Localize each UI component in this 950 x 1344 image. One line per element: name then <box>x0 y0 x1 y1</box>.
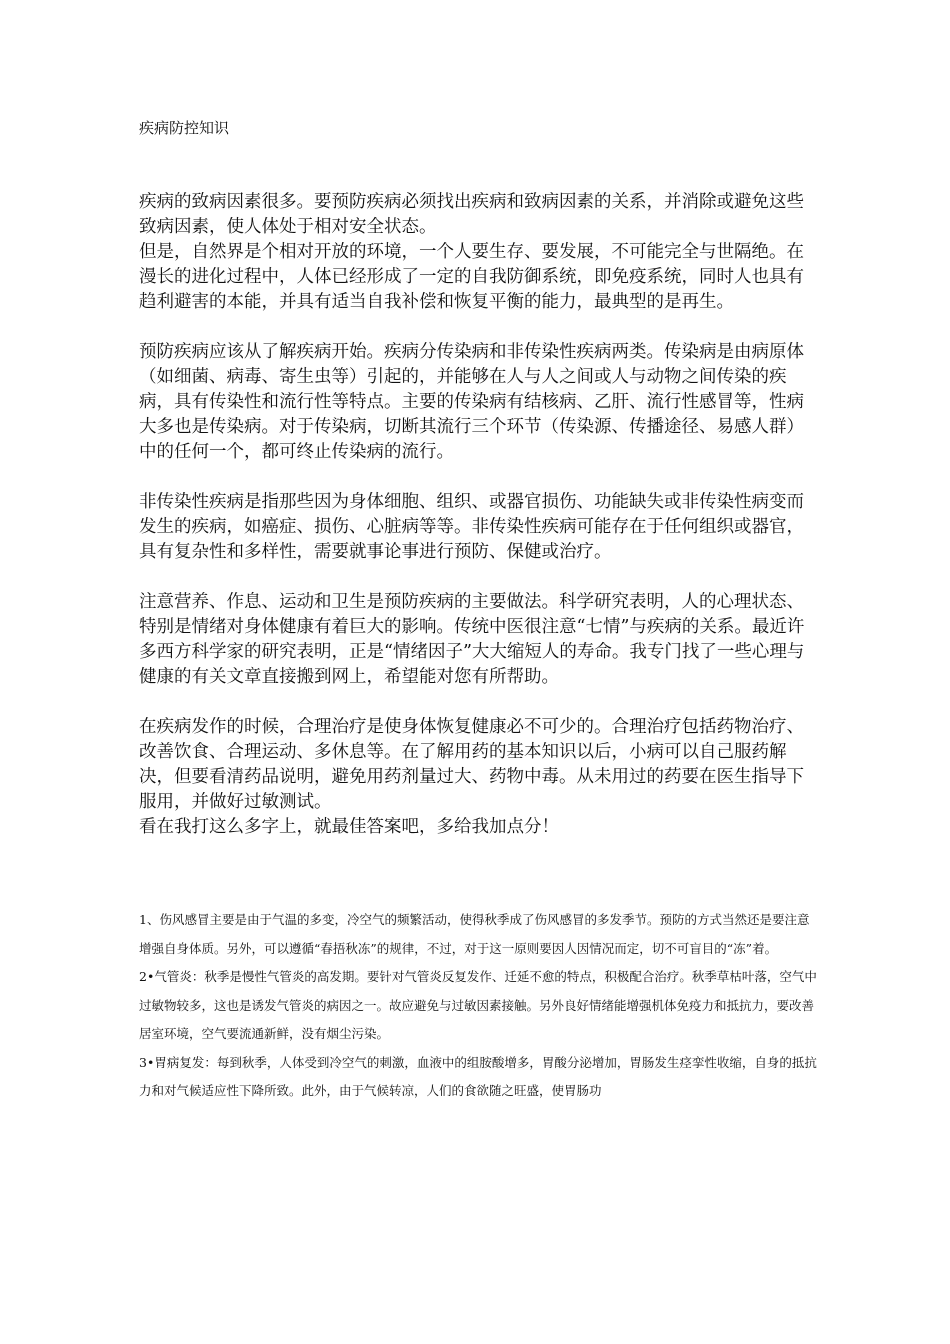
document-body <box>139 190 819 840</box>
small-item-3: 3•胃病复发：每到秋季，人体受到冷空气的刺激，血液中的组胺酸增多，胃酸分泌增加，胃肠发生痉挛性收缩，自身的抵抗力和对气候适应性下降所致。此外，由于气候转凉，人们的食欲随之旺盛，使胃肠功 <box>139 1054 817 1098</box>
paragraph-5: 注意营养、作息、运动和卫生是预防疾病的主要做法。科学研究表明，人的心理状态、特别是情绪对身体健康有着巨大的影响。传统中医很注意“七情”与疾病的关系。最近许多西方科学家的研究表明，正是“情绪因子”大大缩短人的寿命。我专门找了一些心理与健康的有关文章直接搬到网上，希望能对您有所帮助。 <box>139 592 805 687</box>
paragraph-3: 预防疾病应该从了解疾病开始。疾病分传染病和非传染性疾病两类。传染病是由病原体（如细菌、病毒、寄生虫等）引起的，并能够在人与人之间或人与动物之间传染的疾病，具有传染性和流行性等特点。主要的传染病有结核病、乙肝、流行性感冒等，性病大多也是传染病。对于传染病，切断其流行三个环节（传染源、传播途径、易感人群）中的任何一个，都可终止传染病的流行。 <box>139 342 804 462</box>
paragraph-4: 非传染性疾病是指那些因为身体细胞、组织、或器官损伤、功能缺失或非传染性病变而发生的疾病，如癌症、损伤、心脏病等等。非传染性疾病可能存在于任何组织或器官，具有复杂性和多样性，需要就事论事进行预防、保健或治疗。 <box>139 492 804 562</box>
paragraph-gap <box>139 690 819 715</box>
document-title: 疾病防控知识 <box>139 119 230 137</box>
paragraph-gap <box>139 465 819 490</box>
small-item-1: 1、伤风感冒主要是由于气温的多变，冷空气的频繁活动，使得秋季成了伤风感冒的多发季节。预防的方式当然还是要注意增强自身体质。另外，可以遵循“春捂秋冻”的规律，不过，对于这一原则要因人因情况而定，切不可盲目的“冻”着。 <box>139 912 810 956</box>
paragraph-6: 在疾病发作的时候，合理治疗是使身体恢复健康必不可少的。合理治疗包括药物治疗、改善饮食、合理运动、多休息等。在了解用药的基本知识以后，小病可以自己服药解决，但要看清药品说明，避免用药剂量过大、药物中毒。从未用过的药要在医生指导下服用，并做好过敏测试。 <box>139 717 804 812</box>
small-text-section <box>139 906 819 1106</box>
paragraph-7: 看在我打这么多字上，就最佳答案吧，多给我加点分！ <box>139 817 559 837</box>
small-item-2: 2•气管炎：秋季是慢性气管炎的高发期。要针对气管炎反复发作、迁延不愈的特点，积极配合治疗。秋季草枯叶落，空气中过敏物较多，这也是诱发气管炎的病因之一。故应避免与过敏因素接触。另外良好情绪能增强机体免疫力和抵抗力，要改善居室环境，空气要流通新鲜，没有烟尘污染。 <box>139 969 817 1041</box>
paragraph-gap <box>139 565 819 590</box>
paragraph-gap <box>139 315 819 340</box>
paragraph-1: 疾病的致病因素很多。要预防疾病必须找出疾病和致病因素的关系，并消除或避免这些致病因素，使人体处于相对安全状态。 <box>139 192 804 237</box>
paragraph-2: 但是，自然界是个相对开放的环境，一个人要生存、要发展，不可能完全与世隔绝。在漫长的进化过程中，人体已经形成了一定的自我防御系统，即免疫系统，同时人也具有趋利避害的本能，并具有适当自我补偿和恢复平衡的能力，最典型的是再生。 <box>139 242 804 312</box>
